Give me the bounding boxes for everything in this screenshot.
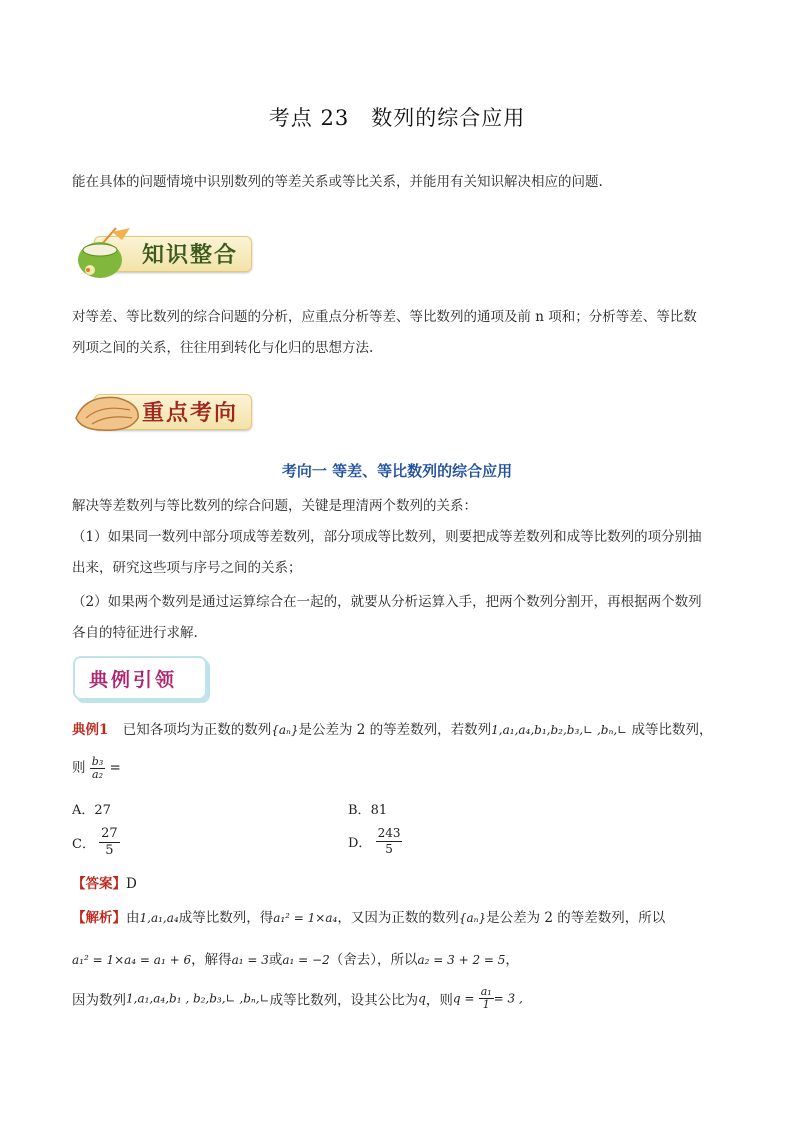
option-d (348, 826, 402, 857)
answer-label: 【答案】 (72, 876, 126, 892)
analysis-math: q = (452, 991, 475, 1006)
analysis-math: a₁ = 3 (231, 953, 269, 967)
body-p3-line2: 各自的特征进行求解. (72, 625, 198, 641)
stem-text: 已知各项均为正数的数列 (122, 722, 272, 738)
fraction-denominator: 5 (385, 842, 393, 856)
option-value: 81 (370, 803, 388, 818)
option-fraction (376, 826, 403, 857)
analysis-fraction (479, 986, 494, 1011)
option-label: C． (72, 837, 95, 852)
analysis-line-3 (72, 986, 752, 1011)
example-question (72, 756, 121, 781)
stem-text: 是公差为 2 的等差数列，若数列 (298, 722, 492, 738)
option-label: D． (348, 836, 372, 851)
fraction-numerator: a₁ (480, 985, 492, 998)
analysis-text: ，则 (425, 992, 453, 1009)
analysis-math: a₁² = 1×a₄ = a₁ + 6 (72, 953, 192, 967)
focus-banner (72, 384, 252, 434)
option-fraction (99, 826, 120, 859)
analysis-text: ，解得 (191, 952, 232, 968)
example-banner (73, 656, 207, 700)
fraction-numerator: b₃ (91, 755, 104, 768)
analysis-text: 或 (268, 952, 283, 968)
knowledge-line-2: 列项之间的关系，往往用到转化与化归的思想方法. (72, 340, 374, 356)
analysis-text: ， (505, 952, 519, 968)
option-label: A． (72, 803, 95, 818)
stem-math: 1,a₁,a₄,b₁,b₂,b₃,∟ ,bₙ,∟ (491, 723, 628, 737)
answer-value: D (126, 876, 137, 892)
analysis-text: 是公差为 2 的等差数列，所以 (486, 910, 666, 926)
banner-label: 重点考向 (142, 400, 239, 426)
analysis-math: a₁ = −2 (282, 953, 330, 967)
analysis-math: q (418, 991, 426, 1006)
analysis-line-2 (72, 948, 752, 968)
fraction-denominator: 5 (105, 843, 114, 858)
question-suffix: = (109, 760, 121, 776)
body-p3-line1: （2）如果两个数列是通过运算综合在一起的，就要从分析运算入手，把两个数列分割开，再根据两个数列 (72, 594, 702, 610)
analysis-math: 1,a₁,a₄,b₁ , b₂,b₃,∟ ,bₙ,∟ (126, 991, 270, 1006)
example-banner-label: 典例引领 (89, 669, 178, 691)
question-prefix: 则 (72, 760, 86, 776)
knowledge-line-1: 对等差、等比数列的综合问题的分析，应重点分析等差、等比数列的通项及前 n 项和；分析等差、等比数 (72, 309, 697, 325)
analysis-text: （舍去），所以 (329, 952, 418, 968)
example-stem (72, 718, 732, 742)
analysis-text: ，又因为正数的数列 (337, 910, 459, 926)
page-title: 考点 23 数列的综合应用 (268, 106, 526, 130)
option-b (348, 799, 387, 818)
stem-math: {aₙ} (271, 723, 299, 737)
analysis-math: 1,a₁,a₄ (139, 911, 179, 925)
fraction-denominator: a₂ (92, 768, 103, 781)
coconut-icon (72, 226, 144, 284)
fraction-numerator: 27 (101, 826, 118, 841)
analysis-math: a₁² = 1×a₄ (273, 911, 338, 925)
analysis-label: 【解析】 (72, 910, 126, 926)
analysis-text: 因为数列 (72, 992, 126, 1009)
answer-line (72, 872, 137, 892)
analysis-text: 由 (126, 910, 140, 926)
option-a (72, 799, 111, 818)
body-p2-line2: 出来，研究这些项与序号之间的关系； (72, 560, 302, 576)
fraction-denominator: 1 (482, 998, 490, 1011)
body-p2-line1: （1）如果同一数列中部分项成等差数列，部分项成等比数列，则要把成等差数列和成等比数列的项分别抽 (72, 529, 702, 545)
fraction-numerator: 243 (377, 826, 401, 840)
analysis-math: a₂ = 3 + 2 = 5 (417, 953, 506, 967)
section-heading: 考向一 等差、等比数列的综合应用 (281, 462, 513, 480)
analysis-text: 成等比数列，得 (178, 910, 274, 926)
option-c (72, 826, 120, 859)
option-value: 27 (94, 803, 111, 818)
option-label: B． (348, 803, 371, 818)
analysis-math: = 3 , (493, 991, 523, 1006)
seashell-icon (72, 388, 146, 436)
intro-text: 能在具体的问题情境中识别数列的等差关系或等比关系，并能用有关知识解决相应的问题. (72, 174, 603, 190)
body-p1: 解决等差数列与等比数列的综合问题，关键是理清两个数列的关系： (72, 498, 477, 514)
question-fraction (90, 756, 105, 781)
knowledge-banner (72, 226, 252, 276)
analysis-text: 成等比数列，设其公比为 (269, 992, 419, 1009)
banner-label: 知识整合 (142, 242, 239, 268)
example-label: 典例1 (72, 722, 109, 738)
analysis-line-1 (72, 906, 752, 926)
analysis-math: {aₙ} (458, 911, 487, 925)
stem-text: 成等比数列， (631, 722, 713, 738)
